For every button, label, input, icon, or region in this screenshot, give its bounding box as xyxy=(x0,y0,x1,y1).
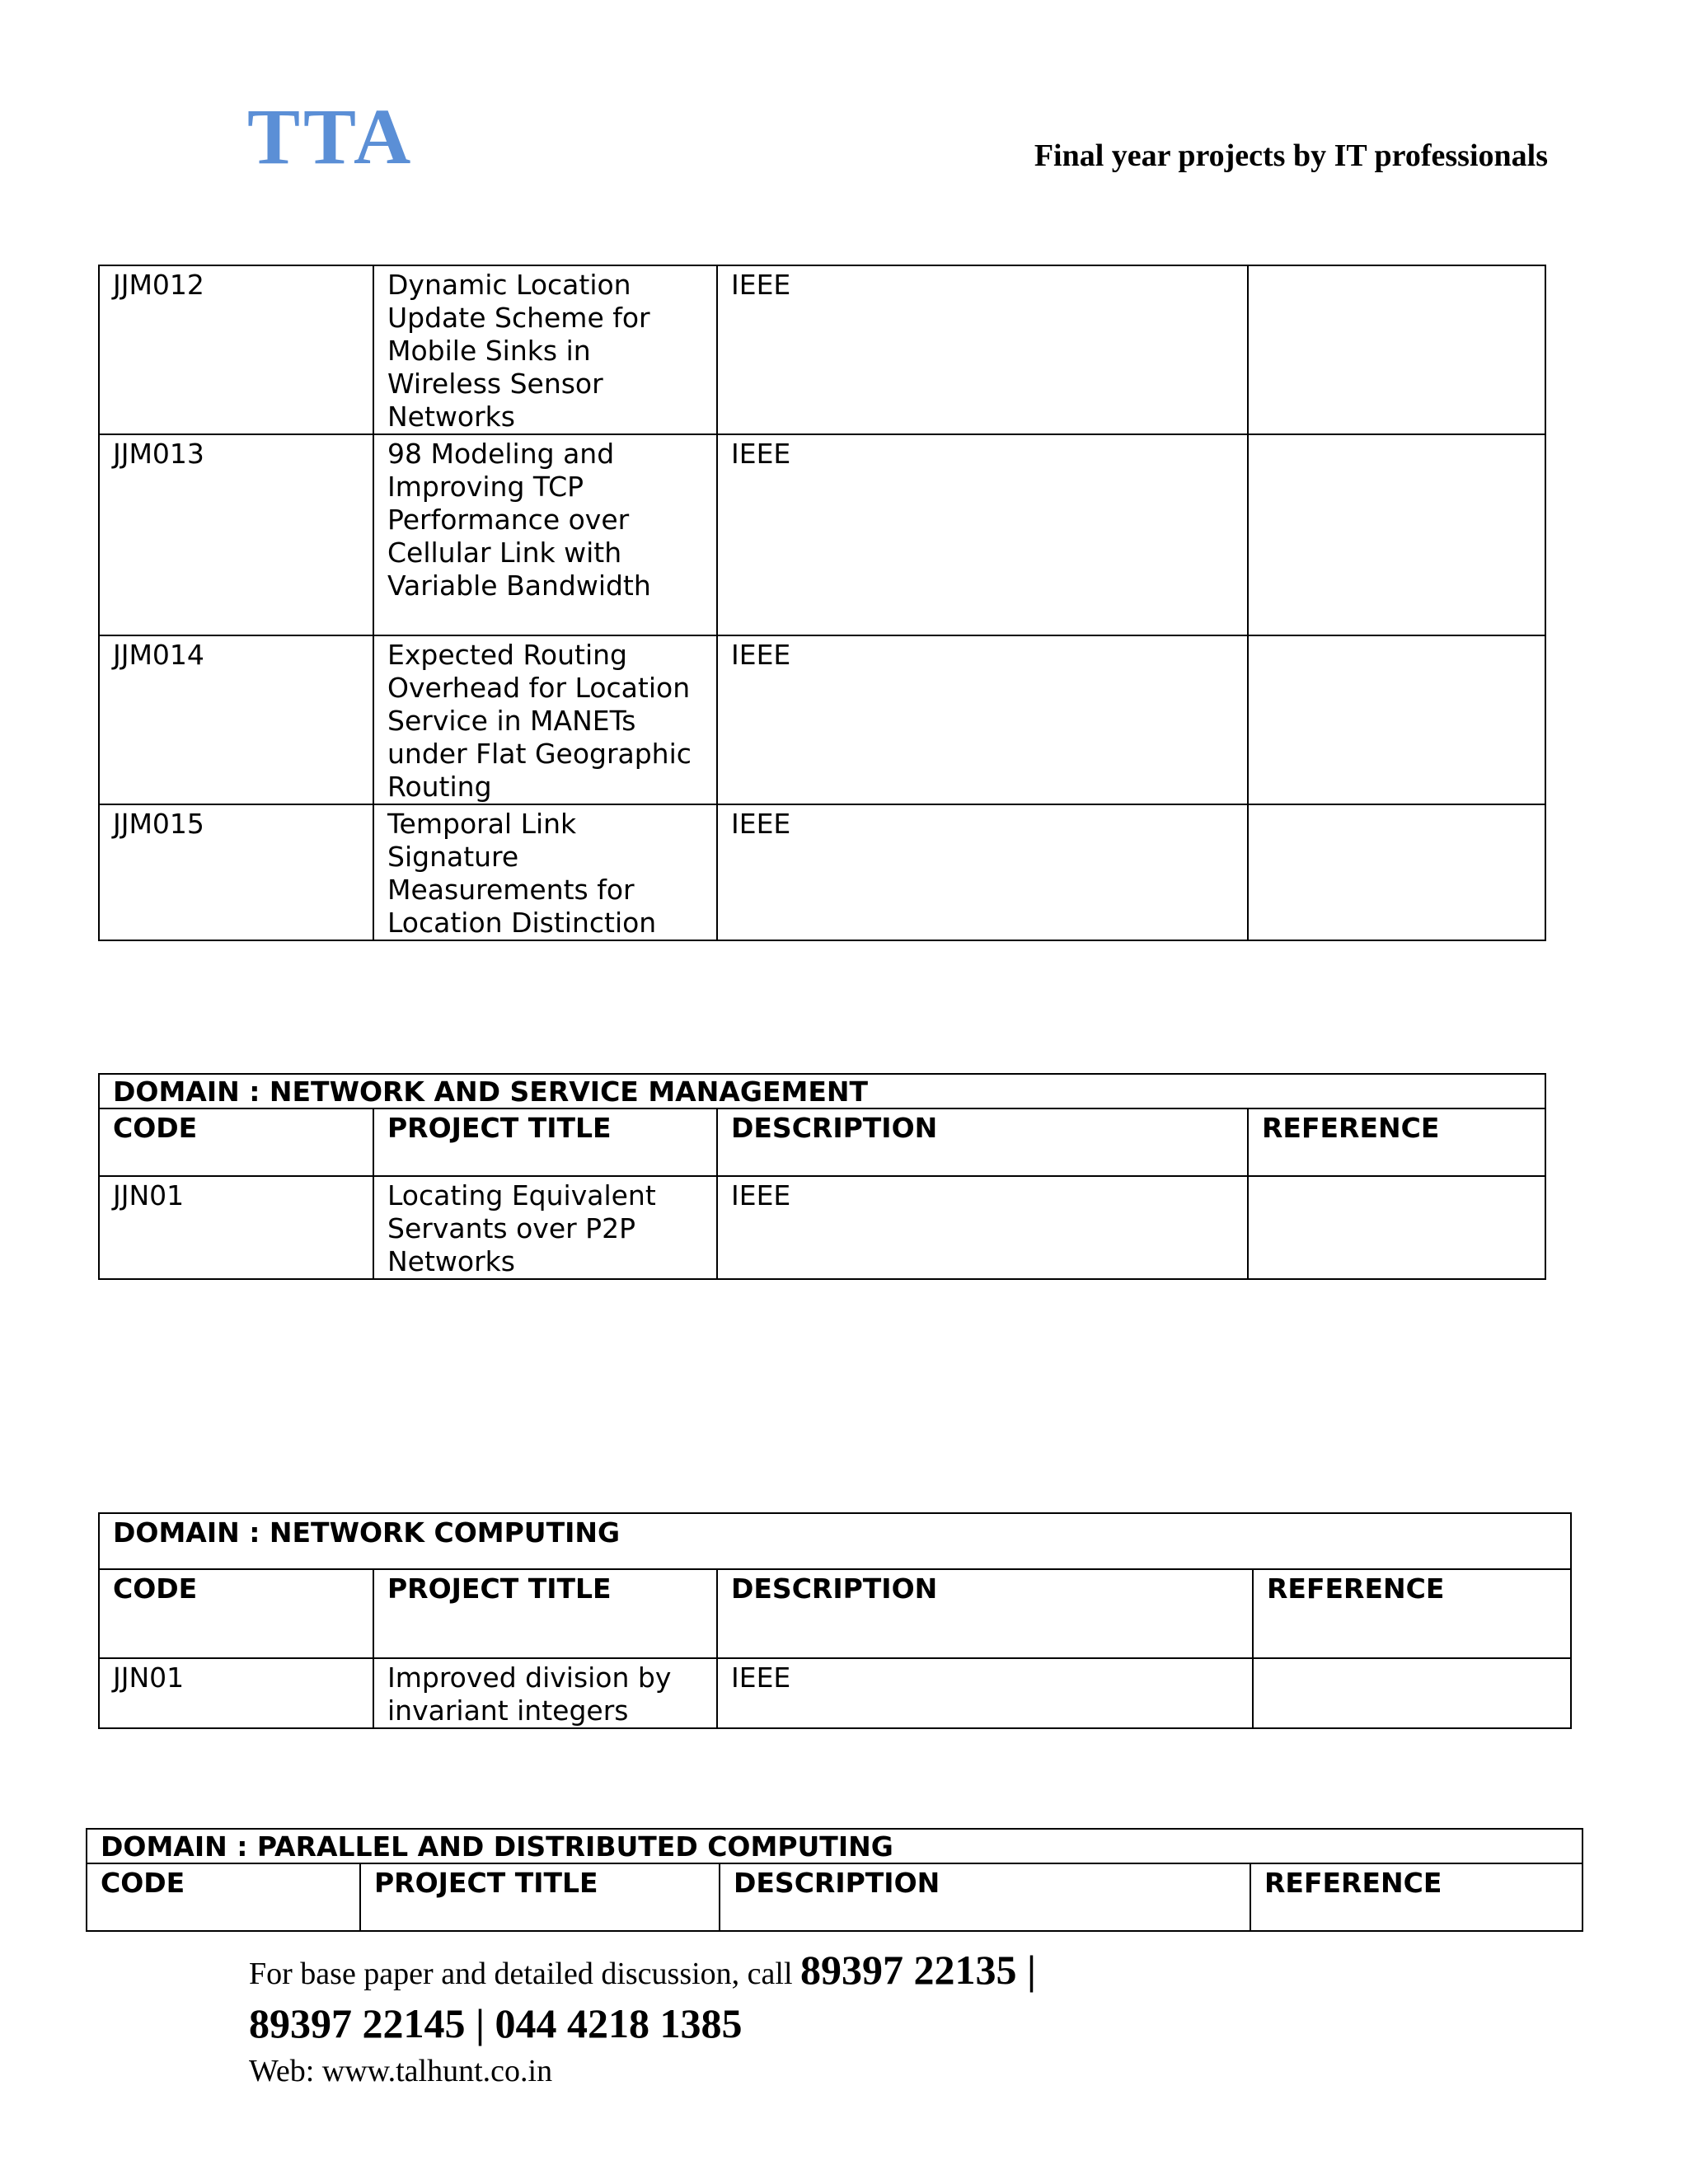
header-description: DESCRIPTION xyxy=(717,1569,1253,1658)
description-cell: IEEE xyxy=(717,265,1248,434)
reference-cell xyxy=(1248,434,1545,635)
reference-cell xyxy=(1248,1176,1545,1279)
table-row xyxy=(99,635,1545,804)
header-code: CODE xyxy=(99,1108,373,1176)
code-cell: JJM013 xyxy=(99,434,373,635)
table-row xyxy=(99,1176,1545,1279)
title-cell: Improved division by invariant integers xyxy=(373,1658,717,1728)
title-cell: Temporal Link Signature Measurements for Location Distinction xyxy=(373,804,717,940)
code-cell: JJN01 xyxy=(99,1658,373,1728)
header-code: CODE xyxy=(87,1863,360,1931)
title-cell: 98 Modeling and Improving TCP Performance over Cellular Link with Variable Bandwidth xyxy=(373,434,717,635)
header-tagline: Final year projects by IT professionals xyxy=(1034,138,1548,173)
header-project-title: PROJECT TITLE xyxy=(360,1863,720,1931)
header-reference: REFERENCE xyxy=(1253,1569,1571,1658)
description-cell: IEEE xyxy=(717,1658,1253,1728)
reference-cell xyxy=(1248,804,1545,940)
footer-phone-line-2: 89397 22145 | 044 4218 1385 xyxy=(249,2000,743,2046)
footer-line-1 xyxy=(249,1947,1036,1997)
title-cell: Locating Equivalent Servants over P2P Networks xyxy=(373,1176,717,1279)
domain-title: DOMAIN : NETWORK COMPUTING xyxy=(99,1513,1571,1569)
footer-call-text: For base paper and detailed discussion, call xyxy=(249,1957,801,1991)
table-row xyxy=(99,265,1545,434)
reference-cell xyxy=(1248,635,1545,804)
header-project-title: PROJECT TITLE xyxy=(373,1569,717,1658)
tta-logo: TTA xyxy=(247,92,415,180)
table-row xyxy=(99,434,1545,635)
projects-table-mobile xyxy=(98,265,1546,941)
domain-row xyxy=(99,1513,1571,1569)
header-description: DESCRIPTION xyxy=(720,1863,1250,1931)
code-cell: JJM014 xyxy=(99,635,373,804)
reference-cell xyxy=(1248,265,1545,434)
table-row xyxy=(99,804,1545,940)
header-reference: REFERENCE xyxy=(1250,1863,1582,1931)
code-cell: JJN01 xyxy=(99,1176,373,1279)
header-code: CODE xyxy=(99,1569,373,1658)
header-reference: REFERENCE xyxy=(1248,1108,1545,1176)
domain-title: DOMAIN : PARALLEL AND DISTRIBUTED COMPUTING xyxy=(87,1829,1582,1863)
header-row xyxy=(99,1569,1571,1658)
domain-table-network-computing xyxy=(98,1512,1572,1729)
header-row xyxy=(87,1863,1582,1931)
domain-title: DOMAIN : NETWORK AND SERVICE MANAGEMENT xyxy=(99,1074,1545,1108)
code-cell: JJM012 xyxy=(99,265,373,434)
domain-table-parallel-distributed xyxy=(86,1828,1583,1932)
description-cell: IEEE xyxy=(717,804,1248,940)
title-cell: Dynamic Location Update Scheme for Mobile Sinks in Wireless Sensor Networks xyxy=(373,265,717,434)
footer-contact xyxy=(249,1947,1036,2093)
domain-row xyxy=(87,1829,1582,1863)
header-row xyxy=(99,1108,1545,1176)
description-cell: IEEE xyxy=(717,434,1248,635)
description-cell: IEEE xyxy=(717,1176,1248,1279)
description-cell: IEEE xyxy=(717,635,1248,804)
table-row xyxy=(99,1658,1571,1728)
header-description: DESCRIPTION xyxy=(717,1108,1248,1176)
domain-row xyxy=(99,1074,1545,1108)
reference-cell xyxy=(1253,1658,1571,1728)
title-cell: Expected Routing Overhead for Location Service in MANETs under Flat Geographic Routing xyxy=(373,635,717,804)
footer-website: Web: www.talhunt.co.in xyxy=(249,2054,553,2088)
code-cell: JJM015 xyxy=(99,804,373,940)
header-project-title: PROJECT TITLE xyxy=(373,1108,717,1176)
domain-table-network-service-management xyxy=(98,1073,1546,1280)
footer-phone-1: 89397 22135 | xyxy=(800,1947,1037,1993)
